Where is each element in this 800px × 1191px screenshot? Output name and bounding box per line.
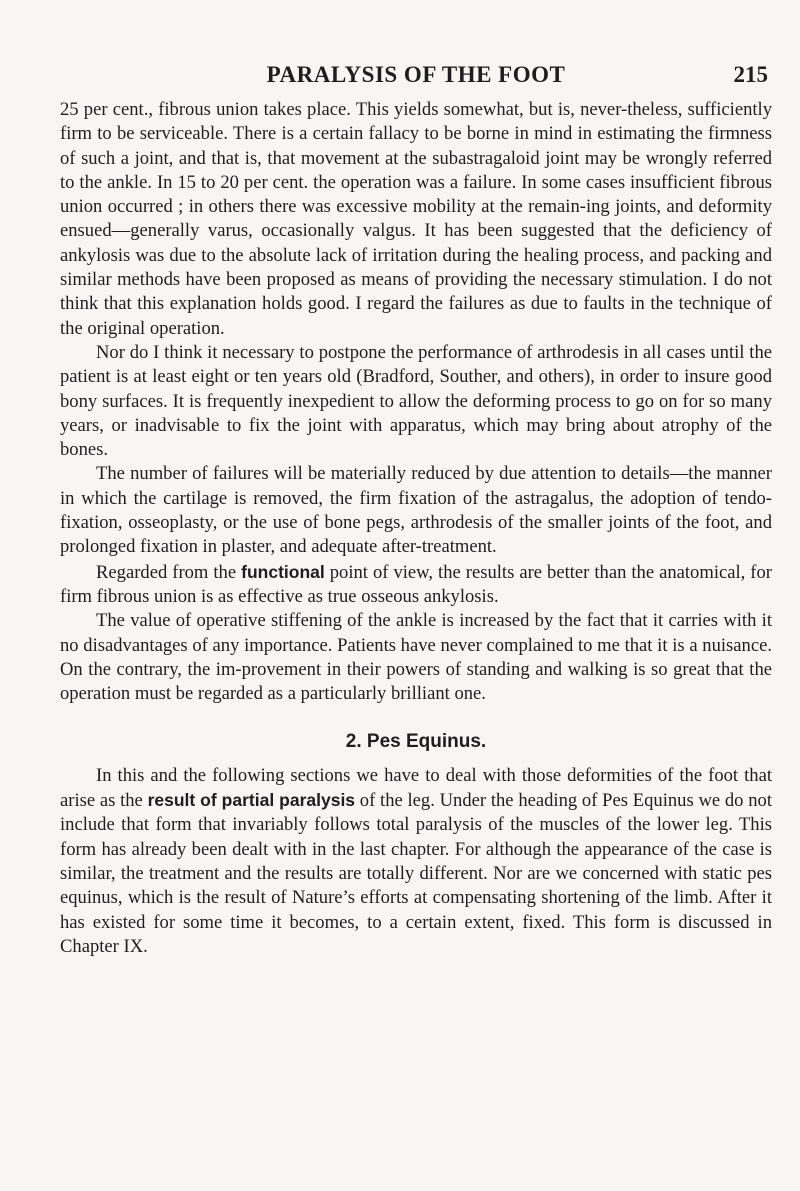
paragraph-value: The value of operative stiffening of the ankle is increased by the fact that it carries with it no disadvantages of any importance. Patients have never complained to me that it is a nuisance. On the contrary, the im-provement in their powers of standing and walking is so great that the operation must be regarded as a particularly brilliant one. <box>60 610 772 705</box>
section-heading: 2. Pes Equinus. <box>345 731 487 753</box>
text-span: In this and the following sections we have to deal with those deformities of the foot that arise as the <box>60 764 772 812</box>
paragraph-pes-equinus <box>60 764 772 959</box>
paragraph-failures: The number of failures will be materially reduced by due attention to details—the manner in which the cartilage is removed, the firm fixation of the astragalus, the adoption of tendo-fixation, osseoplasty, or the use of bone pegs, arthrodesis of the smaller joints of the foot, and prolonged fixation in plaster, and adequate after-treatment. <box>60 463 772 558</box>
paragraph-functional <box>60 560 772 610</box>
page-number: 215 <box>733 62 768 87</box>
emphasis-functional: functional <box>241 561 325 582</box>
text-span: Regarded from the <box>96 561 242 583</box>
body-text <box>60 98 772 959</box>
text-span: point of view, the results are better than the anatomical, for firm fibrous union is as effective as true osseous ankylosis. <box>60 561 772 607</box>
text-span: of the leg. Under the heading of Pes Equinus we do not include that form that invariably follows total paralysis of the muscles of the lower leg. This form has already been dealt with in the last chapter. For although the appearance of the case is similar, the treatment and the results are totally different. Nor are we concerned with static pes equinus, which is the result of Nature’s efforts at compensating shortening of the limb. After it has existed for some time it becomes, to a certain extent, fixed. This form is discussed in Chapter IX. <box>60 790 772 957</box>
paragraph-continuation: 25 per cent., fibrous union takes place. This yields somewhat, but is, never-theless, sufficiently firm to be serviceable. There is a certain fallacy to be borne in mind in estimating the firmness of such a joint, and that is, that movement at the subastragaloid joint may be wrongly referred to the ankle. In 15 to 20 per cent. the operation was a failure. In some cases insufficient fibrous union occurred ; in others there was excessive mobility at the remain-ing joints, and deformity ensued—generally varus, occasionally valgus. It has been suggested that the deficiency of ankylosis was due to the absolute lack of irritation during the healing process, and packing and similar methods have been proposed as means of providing the necessary stimulation. I do not think that this explanation holds good. I regard the failures as due to faults in the technique of the original operation. <box>60 99 772 339</box>
paragraph-arthrodesis-age: Nor do I think it necessary to postpone the performance of arthrodesis in all cases until the patient is at least eight or ten years old (Bradford, Souther, and others), in order to insure good bony surfaces. It is frequently inexpedient to allow the deforming process to go on for so many years, or inadvisable to fix the joint with apparatus, which may bring about atrophy of the bones. <box>60 341 772 461</box>
emphasis-partial-paralysis: result of partial paralysis <box>147 790 356 811</box>
page-header <box>60 62 772 92</box>
running-head: PARALYSIS OF THE FOOT <box>266 62 566 87</box>
